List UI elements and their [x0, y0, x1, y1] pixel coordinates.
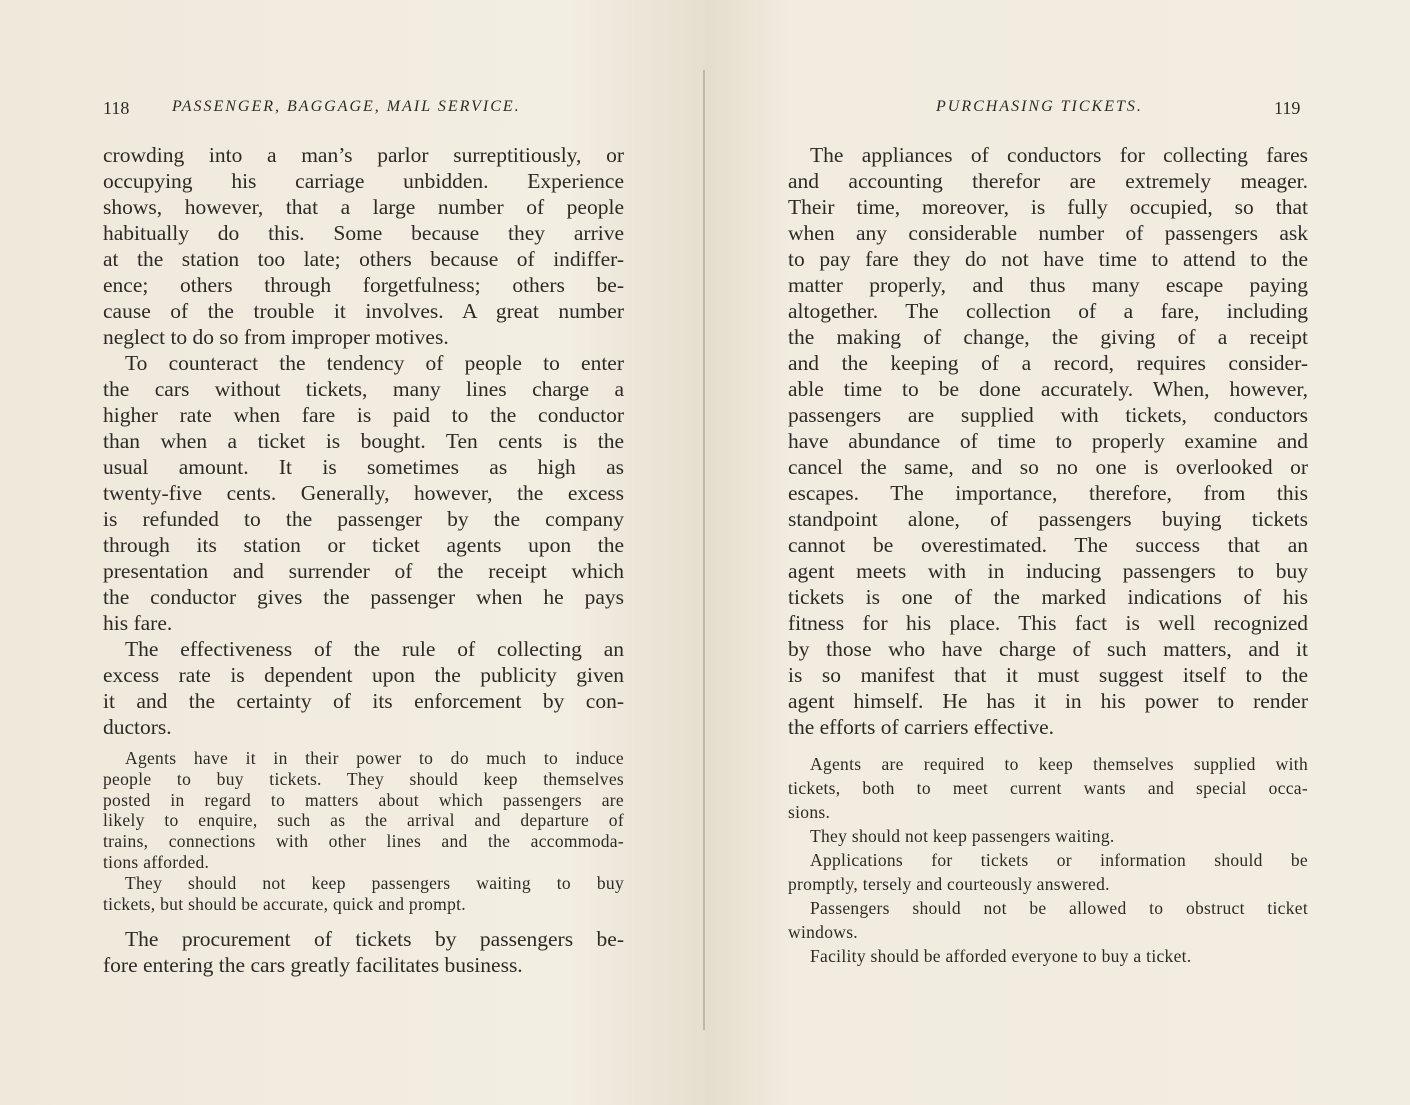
- page-gutter: [703, 70, 705, 1030]
- text-line: trains, connections with other lines and the accommoda-: [103, 831, 624, 852]
- text-line: cancel the same, and so no one is overlooked or: [788, 455, 1308, 479]
- text-line: than when a ticket is bought. Ten cents is the: [103, 429, 624, 453]
- paragraph: [103, 873, 624, 915]
- text-line: promptly, tersely and courteously answered.: [788, 874, 1110, 894]
- text-line: excess rate is dependent upon the publicity given: [103, 663, 624, 687]
- right-small-text: [788, 752, 1308, 968]
- text-line: ence; others through forgetfulness; others be-: [103, 273, 624, 297]
- paragraph: [788, 848, 1308, 896]
- text-line: higher rate when fare is paid to the conductor: [103, 403, 624, 427]
- text-line: it and the certainty of its enforcement by con-: [103, 689, 624, 713]
- text-line: his fare.: [103, 611, 173, 635]
- text-line: and accounting therefor are extremely meager.: [788, 169, 1308, 193]
- text-line: standpoint alone, of passengers buying tickets: [788, 507, 1308, 531]
- text-line: the cars without tickets, many lines charge a: [103, 377, 624, 401]
- text-line: Facility should be afforded everyone to buy a ticket.: [810, 946, 1192, 966]
- left-small-text: [103, 748, 624, 914]
- paragraph: [788, 896, 1308, 944]
- text-line: people to buy tickets. They should keep themselves: [103, 768, 624, 789]
- text-line: presentation and surrender of the receipt which: [103, 559, 624, 583]
- paragraph: [103, 350, 624, 636]
- text-line: altogether. The collection of a fare, including: [788, 299, 1308, 323]
- left-closing-paragraph: [103, 926, 624, 978]
- text-line: The effectiveness of the rule of collecting an: [125, 637, 624, 661]
- right-body-paragraphs: [788, 142, 1308, 740]
- left-small-paragraphs: [103, 748, 624, 914]
- text-line: agent meets with in inducing passengers to buy: [788, 559, 1308, 583]
- text-line: tickets, both to meet current wants and special occa-: [788, 778, 1308, 798]
- text-line: the efforts of carriers effective.: [788, 715, 1055, 739]
- paragraph: [103, 142, 624, 350]
- text-line: escapes. The importance, therefore, from this: [788, 481, 1308, 505]
- right-page: [706, 0, 1410, 1105]
- text-line: To counteract the tendency of people to enter: [125, 351, 624, 375]
- text-line: usual amount. It is sometimes as high as: [103, 455, 624, 479]
- text-line: is refunded to the passenger by the company: [103, 507, 624, 531]
- text-line: posted in regard to matters about which passengers are: [103, 789, 624, 810]
- text-line: the conductor gives the passenger when he pays: [103, 585, 624, 609]
- text-line: Agents are required to keep themselves supplied with: [810, 754, 1308, 774]
- text-line: neglect to do so from improper motives.: [103, 325, 449, 349]
- text-line: have abundance of time to properly examine and: [788, 429, 1308, 453]
- page-number-left: 118: [103, 98, 130, 118]
- paragraph: [788, 142, 1308, 740]
- text-line: matter properly, and thus many escape paying: [788, 273, 1308, 297]
- paragraph: [788, 824, 1308, 848]
- text-line: the making of change, the giving of a receipt: [788, 325, 1308, 349]
- text-line: to pay fare they do not have time to attend to the: [788, 247, 1308, 271]
- text-line: is so manifest that it must suggest itself to the: [788, 663, 1308, 687]
- text-line: sions.: [788, 802, 831, 822]
- running-head-left: PASSENGER, BAGGAGE, MAIL SERVICE.: [172, 98, 521, 115]
- text-line: tickets is one of the marked indications of his: [788, 585, 1308, 609]
- text-line: likely to enquire, such as the arrival and departure of: [103, 810, 624, 831]
- text-line: at the station too late; others because of indiffer-: [103, 247, 624, 271]
- text-line: cause of the trouble it involves. A great number: [103, 299, 624, 323]
- text-line: twenty-five cents. Generally, however, the excess: [103, 481, 624, 505]
- paragraph: [103, 748, 624, 873]
- text-line: windows.: [788, 922, 858, 942]
- text-line: tions afforded.: [103, 851, 210, 872]
- text-line: fore entering the cars greatly facilitates business.: [103, 953, 523, 977]
- text-line: The appliances of conductors for collecting fares: [810, 143, 1308, 167]
- text-line: ductors.: [103, 715, 172, 739]
- left-main-text: [103, 142, 624, 740]
- paragraph: [103, 926, 624, 978]
- running-head-right: PURCHASING TICKETS.: [936, 98, 1143, 115]
- text-line: when any considerable number of passengers ask: [788, 221, 1308, 245]
- left-closing-text: [103, 926, 624, 978]
- text-line: through its station or ticket agents upon the: [103, 533, 624, 557]
- text-line: habitually do this. Some because they arrive: [103, 221, 624, 245]
- paragraph: [103, 636, 624, 740]
- paragraph: [788, 752, 1308, 824]
- text-line: Their time, moreover, is fully occupied, so that: [788, 195, 1308, 219]
- page-number-right: 119: [1274, 98, 1301, 118]
- text-line: occupying his carriage unbidden. Experience: [103, 169, 624, 193]
- text-line: shows, however, that a large number of people: [103, 195, 624, 219]
- right-main-text: [788, 142, 1308, 740]
- text-line: tickets, but should be accurate, quick and prompt.: [103, 893, 466, 914]
- text-line: crowding into a man’s parlor surreptitiously, or: [103, 143, 624, 167]
- text-line: They should not keep passengers waiting to buy: [125, 872, 624, 893]
- text-line: able time to be done accurately. When, however,: [788, 377, 1308, 401]
- text-line: Applications for tickets or information should be: [810, 850, 1308, 870]
- left-body-paragraphs: [103, 142, 624, 740]
- text-line: agent himself. He has it in his power to render: [788, 689, 1308, 713]
- text-line: passengers are supplied with tickets, conductors: [788, 403, 1308, 427]
- text-line: and the keeping of a record, requires consider-: [788, 351, 1308, 375]
- paragraph: [788, 944, 1308, 968]
- text-line: Agents have it in their power to do much to induce: [125, 748, 624, 768]
- text-line: cannot be overestimated. The success that an: [788, 533, 1308, 557]
- text-line: by those who have charge of such matters, and it: [788, 637, 1308, 661]
- text-line: Passengers should not be allowed to obstruct ticket: [810, 898, 1308, 918]
- text-line: They should not keep passengers waiting.: [810, 826, 1115, 846]
- right-small-paragraphs: [788, 752, 1308, 968]
- text-line: fitness for his place. This fact is well recognized: [788, 611, 1308, 635]
- text-line: The procurement of tickets by passengers be-: [125, 927, 624, 951]
